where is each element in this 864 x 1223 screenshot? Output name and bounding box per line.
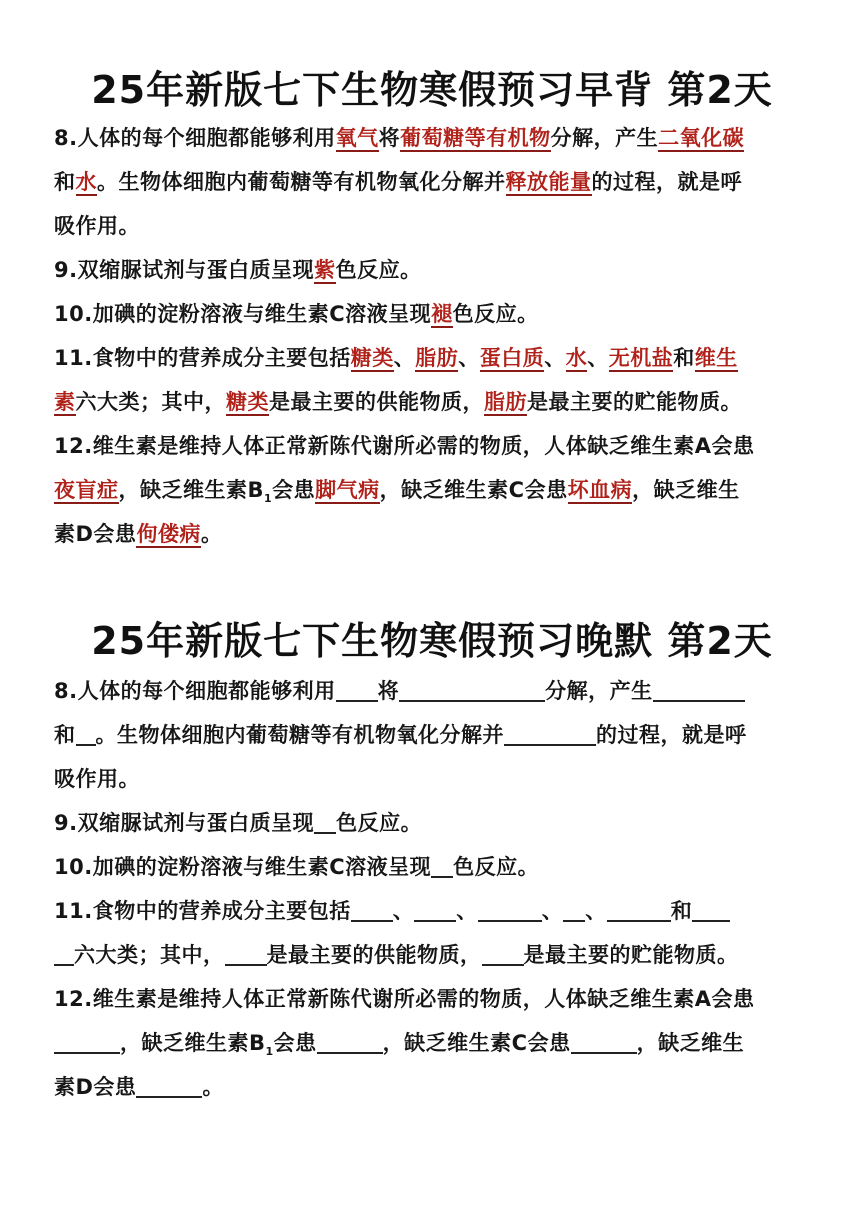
answer: 无机盐 (608, 346, 674, 370)
morning-q10: 10.加碘的淀粉溶液与维生素C溶液呈现褪色反应。 (54, 302, 539, 326)
blank (54, 940, 74, 966)
answer: 糖类 (226, 390, 269, 414)
blank (76, 720, 96, 746)
evening-q12-line1: 12.维生素是维持人体正常新陈代谢所必需的物质，人体缺乏维生素A会患 (54, 987, 755, 1011)
blank (336, 676, 378, 702)
blank (692, 896, 730, 922)
evening-q10: 10.加碘的淀粉溶液与维生素C溶液呈现 色反应。 (54, 852, 539, 882)
morning-q11-line1: 11.食物中的营养成分主要包括糖类、脂肪、蛋白质、水、无机盐和维生 (54, 346, 738, 370)
answer: 坏血病 (567, 478, 633, 502)
answer: 水 (565, 346, 588, 370)
evening-q11-line2: 六大类；其中， 是最主要的供能物质， 是最主要的贮能物质。 (54, 940, 739, 970)
morning-q9: 9.双缩脲试剂与蛋白质呈现紫色反应。 (54, 258, 422, 282)
blank (563, 896, 585, 922)
answer: 二氧化碳 (658, 126, 745, 150)
evening-q11-line1: 11.食物中的营养成分主要包括 、 、 、 、 和 (54, 896, 730, 926)
answer: 夜盲症 (54, 478, 119, 502)
evening-q8-line2: 和 。生物体细胞内葡萄糖等有机物氧化分解并 的过程，就是呼 (54, 720, 747, 750)
morning-section (0, 62, 864, 118)
answer: 葡萄糖等有机物 (400, 126, 551, 150)
evening-q8-line3: 吸作用。 (54, 767, 140, 791)
blank (504, 720, 596, 746)
morning-q8-line2: 和水。生物体细胞内葡萄糖等有机物氧化分解并释放能量的过程，就是呼 (54, 170, 742, 194)
answer: 褪 (431, 302, 453, 326)
blank (431, 852, 453, 878)
answer: 蛋白质 (479, 346, 545, 370)
blank (414, 896, 456, 922)
blank (653, 676, 745, 702)
blank (314, 808, 336, 834)
answer: 水 (75, 170, 97, 194)
blank (571, 1028, 637, 1054)
answer: 佝偻病 (136, 522, 201, 546)
blank (317, 1028, 383, 1054)
answer: 脂肪 (484, 390, 527, 414)
morning-q8-line1: 8.人体的每个细胞都能够利用氧气将葡萄糖等有机物分解，产生二氧化碳 (54, 126, 745, 150)
evening-q9: 9.双缩脲试剂与蛋白质呈现 色反应。 (54, 808, 422, 838)
answer: 紫 (314, 258, 336, 282)
morning-q12-line3: 素D会患佝偻病。 (54, 522, 223, 546)
morning-title: 25年新版七下生物寒假预习早背 第2天 (91, 68, 773, 112)
evening-q12-line2: ，缺乏维生素$B_1$会患 ，缺乏维生素C会患 ，缺乏维生 (54, 1028, 744, 1058)
evening-q12-line3: 素D会患 。 (54, 1072, 224, 1102)
answer: 糖类 (350, 346, 394, 370)
evening-title: 25年新版七下生物寒假预习晚默 第2天 (91, 619, 773, 663)
evening-q8-line1: 8.人体的每个细胞都能够利用 将 分解，产生 (54, 676, 745, 706)
answer: 释放能量 (505, 170, 592, 194)
morning-q12-line2: 夜盲症，缺乏维生素$B_1$会患脚气病，缺乏维生素C会患坏血病，缺乏维生 (54, 478, 740, 506)
evening-section (0, 613, 864, 669)
morning-q11-line2: 素六大类；其中，糖类是最主要的供能物质，脂肪是最主要的贮能物质。 (54, 390, 742, 414)
blank (478, 896, 542, 922)
blank (399, 676, 545, 702)
blank (607, 896, 671, 922)
answer: 氧气 (335, 126, 379, 150)
blank (54, 1028, 120, 1054)
answer: 维生 (694, 346, 738, 370)
answer: 脚气病 (315, 478, 380, 502)
blank (136, 1072, 202, 1098)
morning-q12-line1: 12.维生素是维持人体正常新陈代谢所必需的物质，人体缺乏维生素A会患 (54, 434, 755, 458)
blank (225, 940, 267, 966)
answer: 素 (54, 390, 76, 414)
answer: 脂肪 (415, 346, 459, 370)
blank (351, 896, 393, 922)
morning-q8-line3: 吸作用。 (54, 214, 140, 238)
blank (482, 940, 524, 966)
